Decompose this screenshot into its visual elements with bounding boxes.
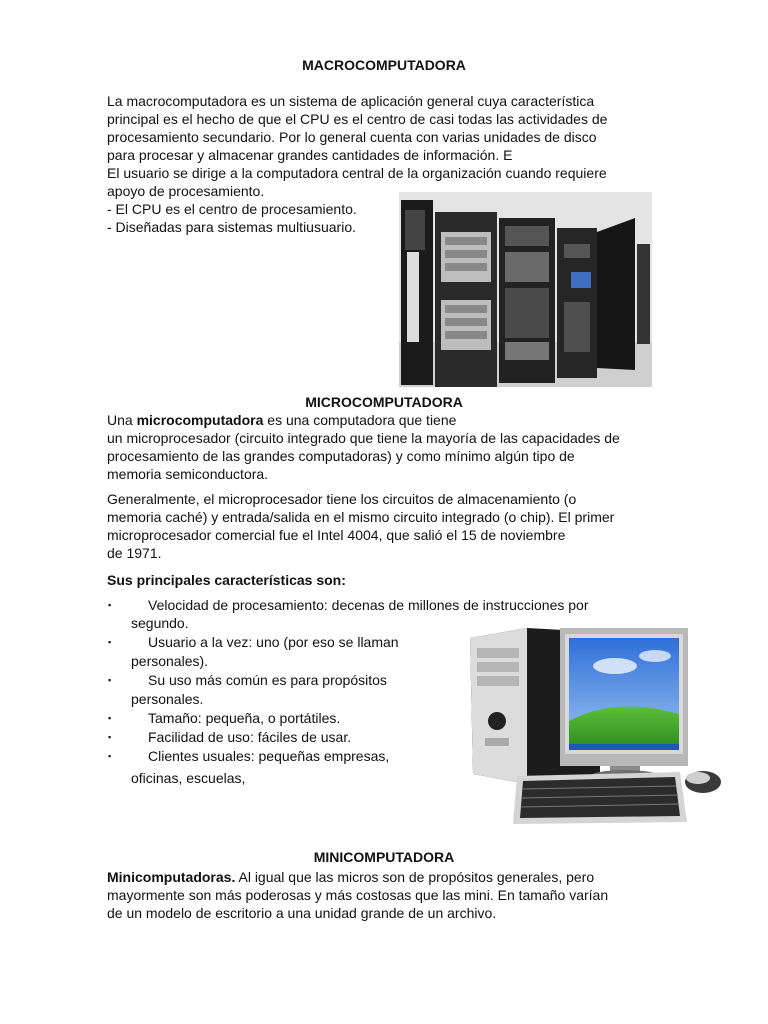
list-item-text: Tamaño: pequeña, o portátiles. xyxy=(148,710,341,726)
list-item-text: Clientes usuales: pequeñas empresas, xyxy=(148,748,390,764)
micro-paragraph-1 xyxy=(107,411,620,483)
mainframe-image xyxy=(399,192,652,387)
mini-title: MINICOMPUTADORA xyxy=(313,849,455,865)
bullet-icon: ▪ xyxy=(108,675,112,685)
text-line: para procesar y almacenar grandes cantidades de información. E xyxy=(107,147,513,163)
text-line: mayormente son más poderosas y más costosas que las mini. En tamaño varían xyxy=(107,887,609,903)
text-line: - Diseñadas para sistemas multiusuario. xyxy=(107,219,356,235)
list-item xyxy=(108,672,387,688)
list-item xyxy=(108,710,340,726)
list-item xyxy=(108,634,399,650)
list-item-text: Su uso más común es para propósitos xyxy=(148,672,387,688)
bullet-icon: ▪ xyxy=(108,600,112,610)
bold-term: microcomputadora xyxy=(136,412,264,428)
list-item-text: Velocidad de procesamiento: decenas de millones de instrucciones por xyxy=(148,597,589,613)
text-span: es una computadora que tiene xyxy=(263,412,457,428)
list-item xyxy=(108,748,389,764)
bullet-icon: ▪ xyxy=(108,713,112,723)
text-line: de 1971. xyxy=(107,545,162,561)
text-line: La macrocomputadora es un sistema de aplicación general cuya característica xyxy=(107,93,595,109)
text-line: memoria caché) y entrada/salida en el mismo circuito integrado (o chip). El primer xyxy=(107,509,615,525)
text-line: microprocesador comercial fue el Intel 4004, que salió el 15 de noviembre xyxy=(107,527,566,543)
list-item-continuation: segundo. xyxy=(131,615,189,631)
list-item-continuation: personales. xyxy=(131,691,204,707)
text-line: un microprocesador (circuito integrado que tiene la mayoría de las capacidades de xyxy=(107,430,620,446)
list-item xyxy=(108,597,589,613)
text-line: Generalmente, el microprocesador tiene los circuitos de almacenamiento (o xyxy=(107,491,577,507)
bullet-icon: ▪ xyxy=(108,751,112,761)
text-line: procesamiento de las grandes computadoras) y como mínimo algún tipo de xyxy=(107,448,575,464)
list-item-text: Facilidad de uso: fáciles de usar. xyxy=(148,729,352,745)
text-line: principal es el hecho de que el CPU es el centro de casi todas las actividades de xyxy=(107,111,608,127)
features-heading: Sus principales características son: xyxy=(107,572,346,588)
text-line: memoria semiconductora. xyxy=(107,466,269,482)
text-line: procesamiento secundario. Por lo general cuenta con varias unidades de disco xyxy=(107,129,597,145)
list-item xyxy=(108,729,351,745)
text-line: de un modelo de escritorio a una unidad grande de un archivo. xyxy=(107,905,497,921)
text-line xyxy=(107,411,620,429)
text-line: - El CPU es el centro de procesamiento. xyxy=(107,201,357,217)
bullet-icon: ▪ xyxy=(108,637,112,647)
mini-paragraph xyxy=(107,868,608,922)
text-span: Al igual que las micros son de propósitos generales, pero xyxy=(235,869,595,885)
bullet-icon: ▪ xyxy=(108,732,112,742)
text-line: apoyo de procesamiento. xyxy=(107,183,265,199)
bold-term: Minicomputadoras. xyxy=(107,869,236,885)
desktop-computer-image xyxy=(465,626,725,826)
text-line: El usuario se dirige a la computadora central de la organización cuando requiere xyxy=(107,165,607,181)
list-item-continuation: oficinas, escuelas, xyxy=(131,770,246,786)
macro-title: MACROCOMPUTADORA xyxy=(302,57,466,73)
list-item-text: Usuario a la vez: uno (por eso se llaman xyxy=(148,634,399,650)
text-line xyxy=(107,868,608,886)
micro-title: MICROCOMPUTADORA xyxy=(305,394,463,410)
micro-paragraph-2 xyxy=(107,490,614,562)
text-span: Una xyxy=(107,412,137,428)
list-item-continuation: personales). xyxy=(131,653,209,669)
